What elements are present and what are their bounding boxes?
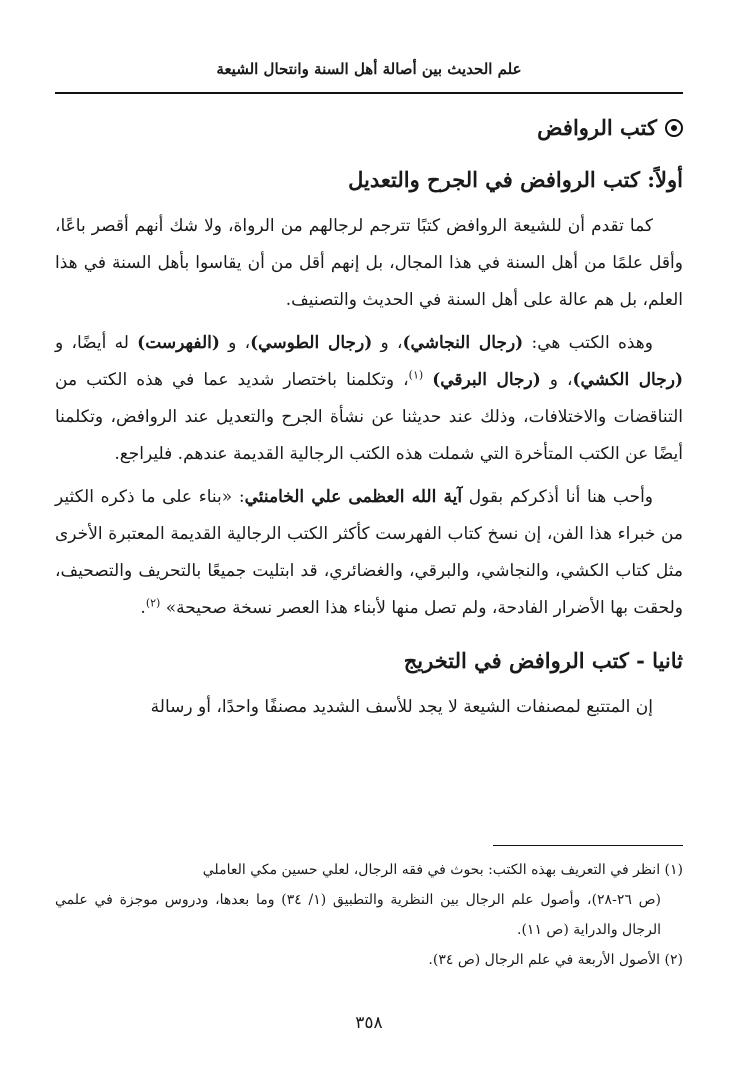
circled-dot-icon (665, 119, 683, 137)
subsection-heading-2: ثانيا - كتب الروافض في التخريج (403, 648, 683, 673)
book-title: (رجال البرقي) (432, 370, 541, 390)
footnote-text: (١) انظر في التعريف بهذه الكتب: بحوث في فقه الرجال، لعلي حسين مكي العاملي (202, 862, 683, 878)
text-run: ، و (540, 370, 573, 390)
text-run: ، و (219, 333, 251, 353)
footnote-text: (ص ٢٦-٢٨)، وأصول علم الرجال بين النظرية والتطبيق (١/ ٣٤) وما بعدها، ودروس موجزة في علمي الرجال والدراية (ص ١١). (55, 892, 661, 938)
footnote-text: (٢) الأصول الأربعة في علم الرجال (ص ٣٤). (428, 952, 683, 968)
text-run: ، وتكلمنا باختصار شديد عما في هذه الكتب من التناقضات والاختلافات، وذلك عند حديثنا عن نشأة الجرح والتعديل عند الروافض، وتكلمنا أيضًا عن الكتب المتأخرة التي شملت هذه الكتب الرجالية القديمة عندهم. فليراجع. (55, 370, 683, 464)
book-title: (رجال النجاشي) (402, 333, 524, 353)
text-run: ، و (372, 333, 403, 353)
text-run: : «بناء على ما ذكره الكثير من خبراء هذا الفن، إن نسخ كتاب الفهرست كأكثر الكتب الرجالية القديمة المعتبرة الأخرى مثل كتاب الكشي، والنجاشي، والبرقي، والغضائري، قد ابتليت جميعًا بالتحريف والتصحيف، ولحقت بها الأضرار الفادحة، ولم تصل منها لأبناء هذا العصر نسخة صحيحة» (55, 487, 683, 618)
book-page (55, 0, 683, 1073)
text-run: وهذه الكتب هي: (523, 333, 653, 353)
header-rule (55, 92, 683, 94)
footnote-ref-2[interactable]: (٢) (145, 596, 161, 610)
section-title-text: كتب الروافض (537, 115, 657, 140)
paragraph-3 (55, 479, 683, 627)
running-header: علم الحديث بين أصالة أهل السنة وانتحال الشيعة (216, 60, 522, 78)
footnote-ref-1[interactable]: (١) (408, 368, 424, 382)
text-run: له أيضًا، و (55, 333, 138, 353)
page-number: ٣٥٨ (355, 1013, 383, 1033)
section-title (55, 108, 683, 148)
footnote-rule (493, 845, 683, 846)
paragraph-1: كما تقدم أن للشيعة الروافض كتبًا تترجم لرجالهم من الرواة، ولا شك أنهم أقصر باعًا، وأقل علمًا من أهل السنة في هذا المجال، بل إنهم أقل من أن يقاسوا بأهل السنة في هذا العلم، بل هم عالة على أهل السنة في الحديث والتصنيف. (55, 216, 683, 310)
text-run: . (140, 598, 146, 618)
text-run: وأحب هنا أنا أذكركم بقول (462, 487, 654, 507)
footnotes (55, 855, 683, 975)
subsection-heading-1: أولاً: كتب الروافض في الجرح والتعديل (348, 167, 683, 192)
paragraph-4: إن المتتبع لمصنفات الشيعة لا يجد للأسف الشديد مصنفًا واحدًا، أو رسالة (150, 697, 653, 717)
book-title: (رجال الكشي) (572, 370, 683, 390)
book-title: (الفهرست) (137, 333, 220, 353)
footnote-2 (55, 945, 683, 975)
book-title: (رجال الطوسي) (250, 333, 373, 353)
paragraph-2 (55, 325, 683, 473)
main-content (55, 108, 683, 732)
footnote-1 (55, 855, 683, 945)
quoted-author: آية الله العظمى علي الخامنئي (244, 487, 463, 507)
